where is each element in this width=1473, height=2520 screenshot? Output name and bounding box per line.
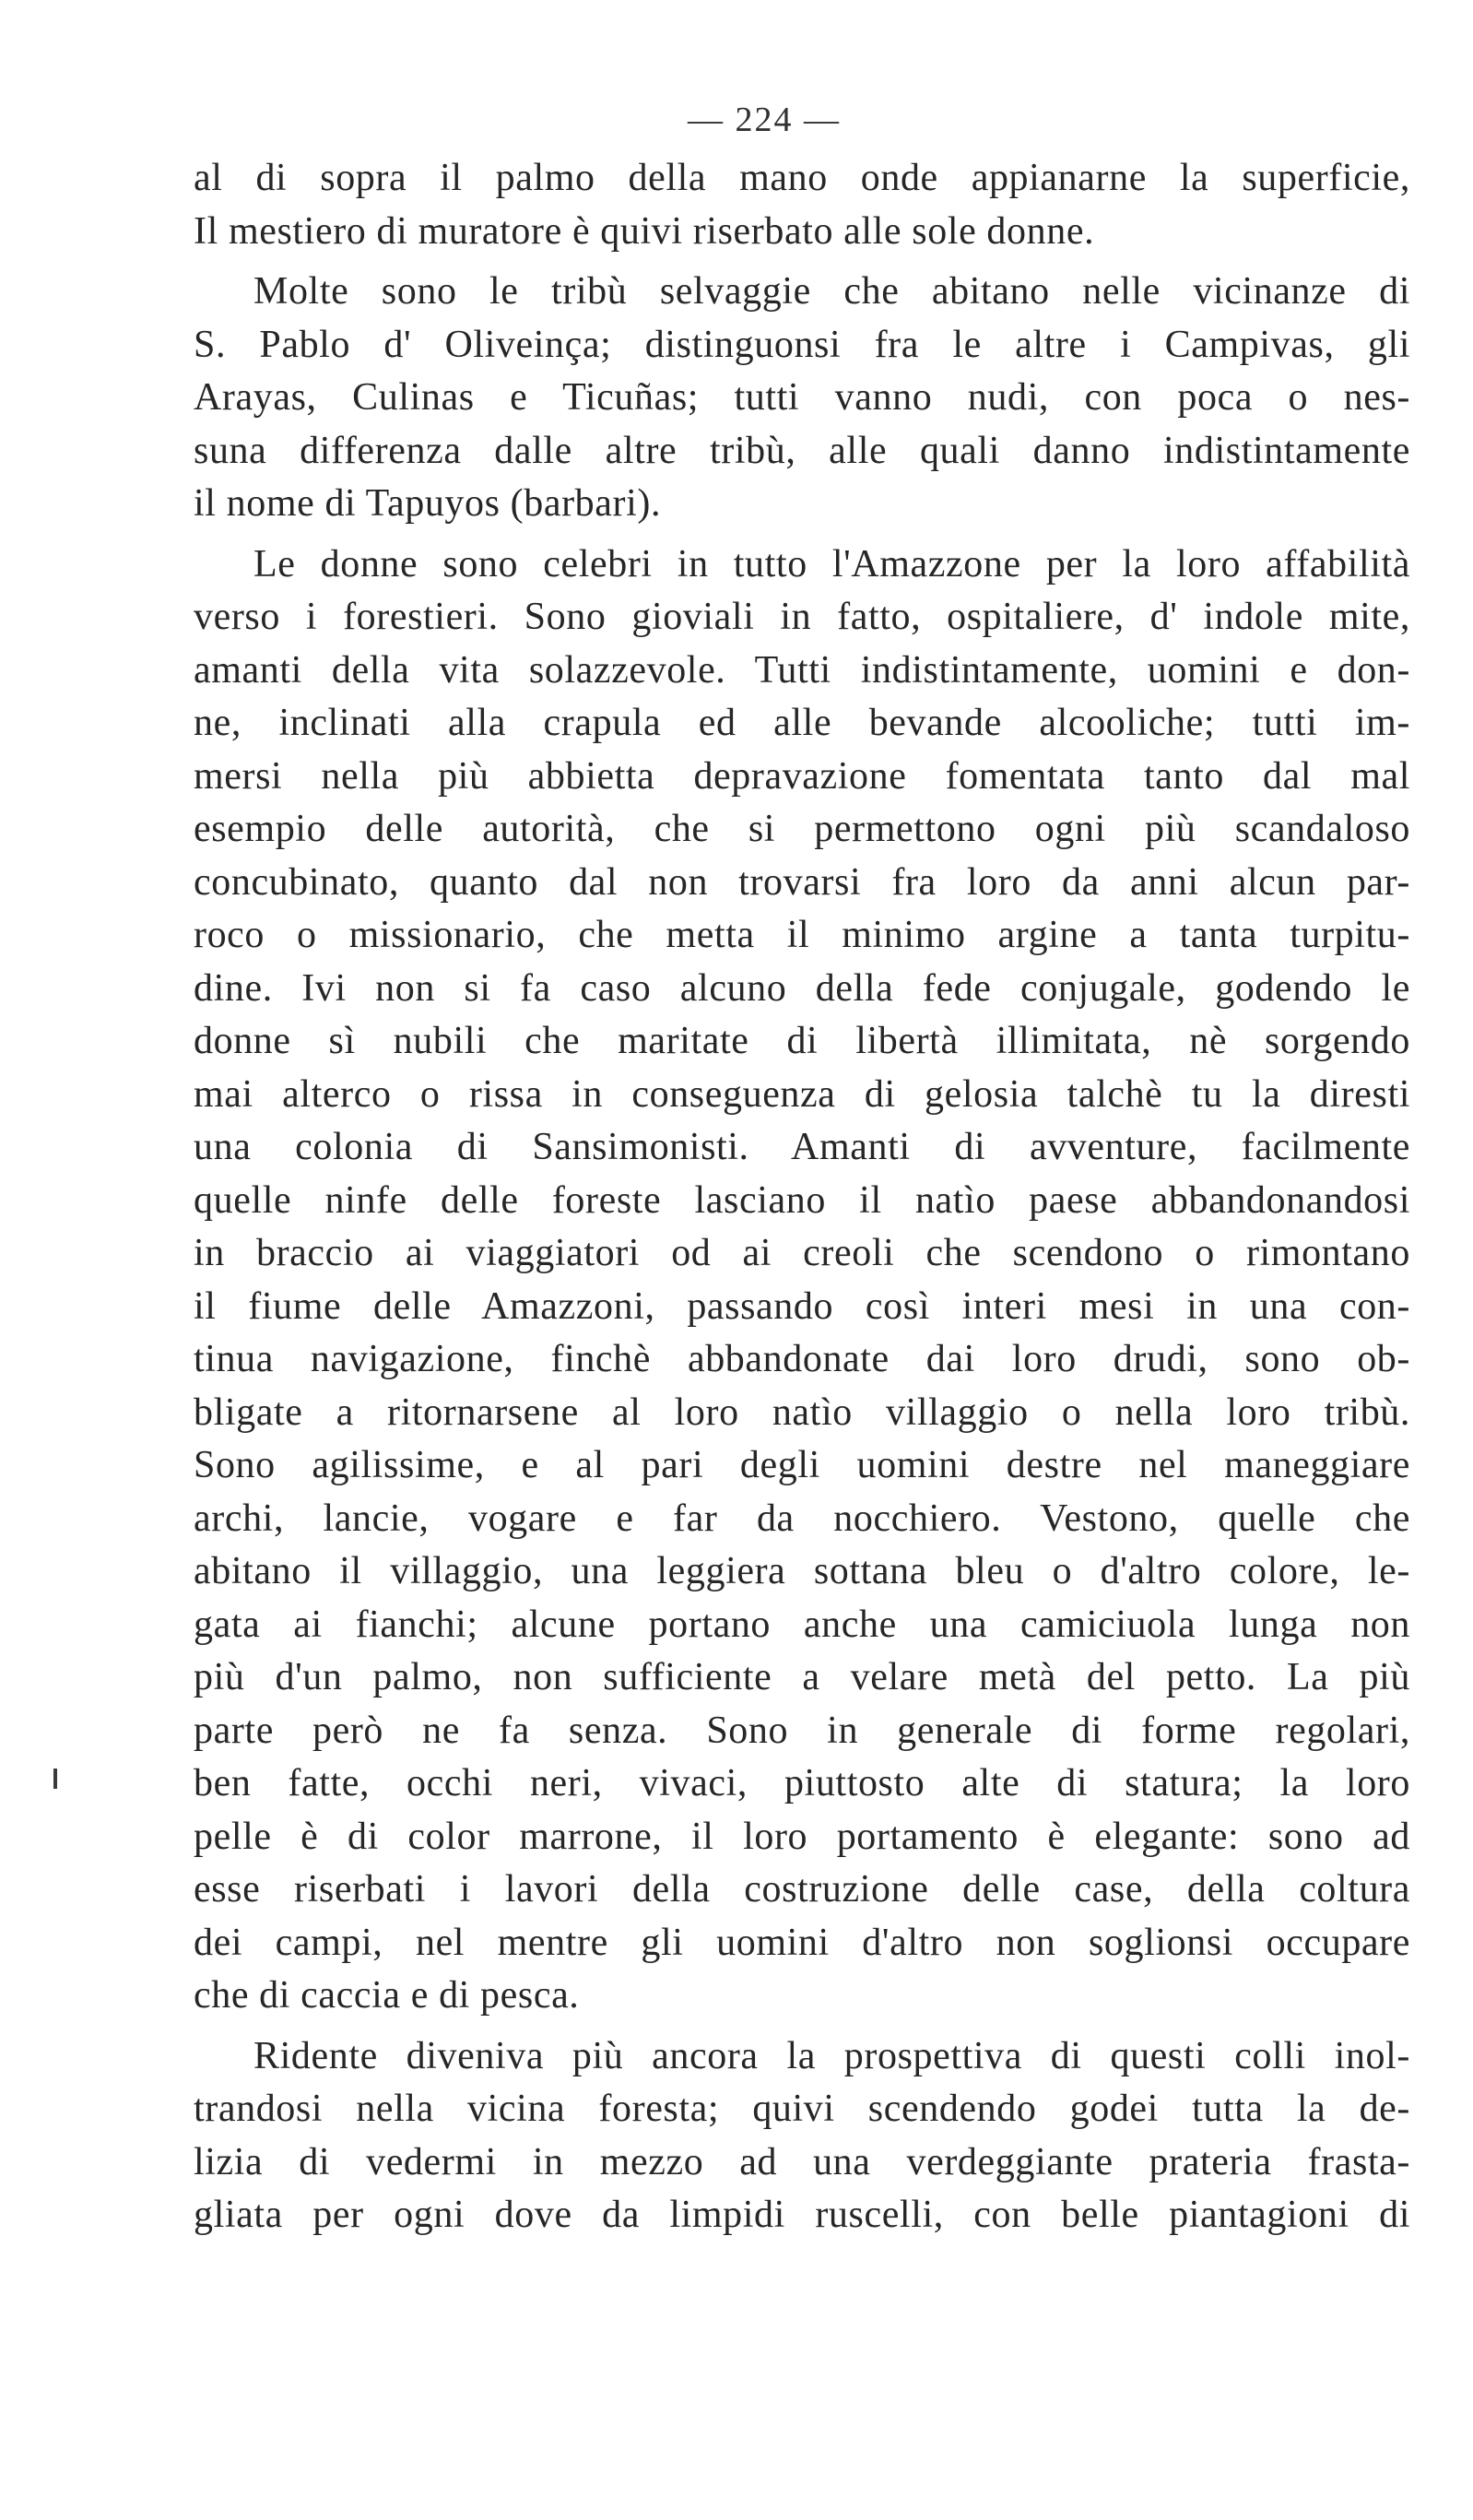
paragraph: [194, 538, 1410, 2023]
text-line: abitano il villaggio, una leggiera sottana bleu o d'altro colore, le-: [194, 1550, 1410, 1592]
text-line: in braccio ai viaggiatori od ai creoli che scendono o rimontano: [194, 1232, 1410, 1274]
text-line: Sono agilissime, e al pari degli uomini destre nel maneggiare: [194, 1444, 1410, 1486]
text-line: trandosi nella vicina foresta; quivi scendendo godei tutta la de-: [194, 2088, 1410, 2130]
text-line: gata ai fianchi; alcune portano anche una camiciuola lunga non: [194, 1603, 1410, 1646]
paragraph: [194, 152, 1410, 258]
paragraph: [194, 266, 1410, 531]
text-line: esempio delle autorità, che si permettono ogni più scandaloso: [194, 808, 1410, 850]
text-line: più d'un palmo, non sufficiente a velare metà del petto. La più: [194, 1656, 1410, 1698]
text-line: roco o missionario, che metta il minimo argine a tanta turpitu-: [194, 914, 1410, 956]
body-text: [194, 152, 1410, 2242]
text-line: amanti della vita solazzevole. Tutti indistintamente, uomini e don-: [194, 648, 1410, 692]
text-line: esse riserbati i lavori della costruzione delle case, della coltura: [194, 1868, 1410, 1911]
text-line: verso i forestieri. Sono gioviali in fatto, ospitaliere, d' indole mite,: [194, 596, 1410, 638]
text-line: ben fatte, occhi neri, vivaci, piuttosto alte di statura; la loro: [194, 1762, 1410, 1804]
text-line: concubinato, quanto dal non trovarsi fra loro da anni alcun par-: [194, 860, 1410, 904]
text-line: mersi nella più abbietta depravazione fomentata tanto dal mal: [194, 754, 1410, 798]
text-line: una colonia di Sansimonisti. Amanti di avventure, facilmente: [194, 1126, 1410, 1168]
page-number: — 224 —: [688, 101, 841, 139]
text-line: quelle ninfe delle foreste lasciano il natìo paese abbandonandosi: [194, 1178, 1410, 1222]
text-line: suna differenza dalle altre tribù, alle quali danno indistintamente: [194, 429, 1410, 472]
text-line: donne sì nubili che maritate di libertà illimitata, nè sorgendo: [194, 1020, 1410, 1062]
text-line: tinua navigazione, finchè abbandonate dai loro drudi, sono ob-: [194, 1338, 1410, 1380]
text-line: Arayas, Culinas e Ticuñas; tutti vanno nudi, con poca o nes-: [194, 376, 1410, 419]
text-line: bligate a ritornarsene al loro natìo villaggio o nella loro tribù.: [194, 1390, 1410, 1434]
text-line: al di sopra il palmo della mano onde appianarne la superficie,: [194, 157, 1410, 199]
text-line: che di caccia e di pesca.: [194, 1974, 580, 2017]
text-line: S. Pablo d' Oliveinça; distinguonsi fra le altre i Campivas, gli: [194, 323, 1410, 366]
text-line: ne, inclinati alla crapula ed alle bevande alcooliche; tutti im-: [194, 702, 1410, 744]
text-line: Molte sono le tribù selvaggie che abitano nelle vicinanze di: [253, 270, 1410, 313]
text-line: archi, lancie, vogare e far da nocchiero. Vestono, quelle che: [194, 1497, 1410, 1540]
text-line: pelle è di color marrone, il loro portamento è elegante: sono ad: [194, 1815, 1410, 1858]
text-line: parte però ne fa senza. Sono in generale di forme regolari,: [194, 1709, 1410, 1752]
text-line: mai alterco o rissa in conseguenza di gelosia talchè tu la diresti: [194, 1072, 1410, 1116]
text-line: il nome di Tapuyos (barbari).: [194, 482, 662, 525]
text-line: il fiume delle Amazzoni, passando così interi mesi in una con-: [194, 1284, 1410, 1328]
text-line: Ridente diveniva più ancora la prospettiva di questi colli inol-: [253, 2034, 1410, 2077]
text-line: lizia di vedermi in mezzo ad una verdeggiante prateria frasta-: [194, 2140, 1410, 2183]
text-line: dine. Ivi non si fa caso alcuno della fede conjugale, godendo le: [194, 966, 1410, 1010]
paragraph: [194, 2030, 1410, 2242]
margin-mark: [53, 1769, 57, 1789]
text-line: gliata per ogni dove da limpidi ruscelli, con belle piantagioni di: [194, 2194, 1410, 2236]
text-line: Le donne sono celebri in tutto l'Amazzone per la loro affabilità: [253, 542, 1410, 586]
text-line: Il mestiero di muratore è quivi riserbato alle sole donne.: [194, 209, 1095, 253]
text-line: dei campi, nel mentre gli uomini d'altro non soglionsi occupare: [194, 1921, 1410, 1964]
